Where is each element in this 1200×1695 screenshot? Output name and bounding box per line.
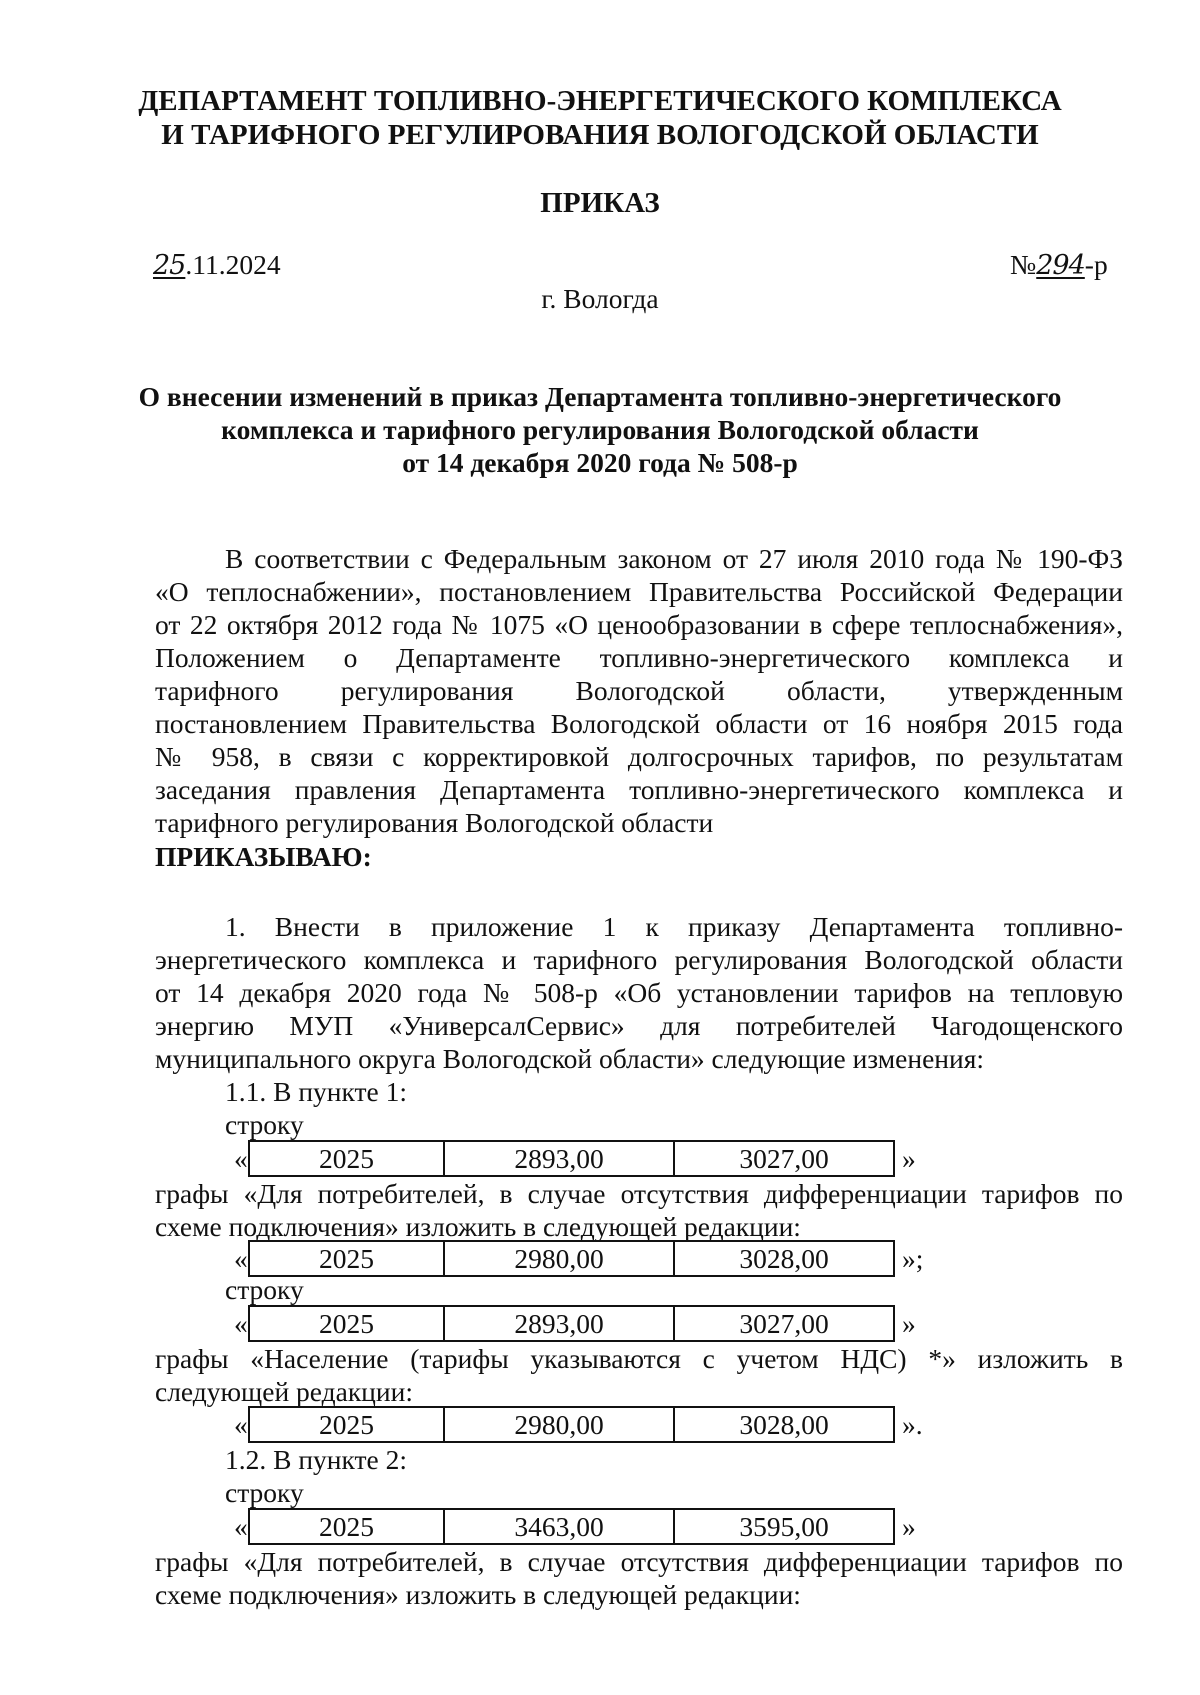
title-line1: О внесении изменений в приказ Департамента топливно-энергетического (138, 381, 1062, 412)
item1-line: от 14 декабря 2020 года № 508-р «Об установлении тарифов на тепловую (155, 977, 1123, 1008)
cell-value-2: 3027,00 (739, 1143, 829, 1174)
cell-year: 2025 (250, 1307, 445, 1340)
phrase-line: следующей редакции: (155, 1376, 413, 1407)
department-name-line1: ДЕПАРТАМЕНТ ТОПЛИВНО-ЭНЕРГЕТИЧЕСКОГО КОМПЛЕКСА (138, 85, 1062, 117)
number-handwritten: 294 (1036, 250, 1085, 281)
stroku-label: строку (225, 1274, 304, 1305)
phrase-line: схеме подключения» изложить в следующей редакции: (155, 1211, 801, 1242)
quote-close: » (902, 1511, 916, 1542)
preamble (155, 542, 1123, 839)
phrase-line: графы «Для потребителей, в случае отсутствия дифференциации тарифов по (155, 1546, 1123, 1577)
cell-year: 2025 (250, 1242, 445, 1275)
preamble-line: от 22 октября 2012 года № 1075 «О ценообразовании в сфере теплоснабжения», (155, 609, 1123, 640)
cell-year: 2025 (250, 1510, 445, 1543)
phrase-line: схеме подключения» изложить в следующей редакции: (155, 1579, 801, 1610)
phrase-a-2 (155, 1545, 1123, 1611)
quote-close: » (902, 1308, 916, 1339)
cell-value-2: 3028,00 (739, 1409, 829, 1440)
phrase-line: графы «Для потребителей, в случае отсутствия дифференциации тарифов по (155, 1178, 1123, 1209)
preamble-line: тарифного регулирования Вологодской области (155, 807, 714, 838)
preamble-line: заседания правления Департамента топливно-энергетического комплекса и (155, 774, 1123, 805)
order-word: ПРИКАЗЫВАЮ: (155, 841, 372, 872)
row-cells (248, 1305, 895, 1342)
row-cells (248, 1140, 895, 1177)
item1-line: энергетического комплекса и тарифного регулирования Вологодской области (155, 944, 1123, 975)
document-date (153, 248, 281, 282)
item1-line: 1. Внести в приложение 1 к приказу Департамента топливно- (225, 911, 1123, 942)
cell-value-2: 3027,00 (739, 1308, 829, 1339)
title-line2: комплекса и тарифного регулирования Вологодской области (221, 414, 979, 445)
preamble-line: № 958, в связи с корректировкой долгосрочных тарифов, по результатам (155, 741, 1123, 772)
cell-value-1: 2980,00 (445, 1242, 675, 1275)
subitem-1-1: 1.1. В пункте 1: (225, 1076, 408, 1107)
stroku-label: строку (225, 1477, 304, 1508)
phrase-line: графы «Население (тарифы указываются с учетом НДС) *» изложить в (155, 1343, 1123, 1374)
item1-line: муниципального округа Вологодской области» следующие изменения: (155, 1043, 985, 1074)
cell-year: 2025 (250, 1142, 445, 1175)
row-cells (248, 1406, 895, 1443)
row-cells (248, 1508, 895, 1545)
quote-close: » (902, 1143, 916, 1174)
quote-open: « (234, 1511, 248, 1542)
cell-year: 2025 (250, 1408, 445, 1441)
document-number (1010, 248, 1108, 282)
phrase-b (155, 1342, 1123, 1408)
preamble-line: постановлением Правительства Вологодской области от 16 ноября 2015 года (155, 708, 1123, 739)
quote-close-period: ». (902, 1409, 923, 1440)
document-type: ПРИКАЗ (540, 187, 660, 219)
cell-value-2: 3595,00 (739, 1511, 829, 1542)
cell-value-1: 3463,00 (445, 1510, 675, 1543)
cell-value-1: 2893,00 (445, 1142, 675, 1175)
subitem-1-2: 1.2. В пункте 2: (225, 1444, 408, 1475)
number-suffix: -р (1084, 249, 1108, 280)
quote-close-semicolon: »; (902, 1243, 924, 1274)
date-rest: .11.2024 (185, 249, 281, 280)
date-day-handwritten: 25 (153, 250, 186, 281)
phrase-a-1 (155, 1177, 1123, 1243)
number-prefix: № (1010, 249, 1037, 280)
city: г. Вологда (541, 283, 659, 314)
department-name-line2: И ТАРИФНОГО РЕГУЛИРОВАНИЯ ВОЛОГОДСКОЙ ОБЛАСТИ (161, 119, 1039, 151)
stroku-label: строку (225, 1109, 304, 1140)
preamble-line: Положением о Департаменте топливно-энергетического комплекса и (155, 642, 1123, 673)
quote-open: « (234, 1243, 248, 1274)
preamble-line: «О теплоснабжении», постановлением Правительства Российской Федерации (155, 576, 1123, 607)
item1-line: энергию МУП «УниверсалСервис» для потребителей Чагодощенского (155, 1010, 1123, 1041)
quote-open: « (234, 1308, 248, 1339)
preamble-line: В соответствии с Федеральным законом от 27 июля 2010 года № 190-ФЗ (225, 543, 1123, 574)
item-1 (155, 910, 1123, 1075)
cell-value-1: 2893,00 (445, 1307, 675, 1340)
title-line3: от 14 декабря 2020 года № 508-р (402, 447, 798, 478)
preamble-line: тарифного регулирования Вологодской области, утвержденным (155, 675, 1123, 706)
quote-open: « (234, 1409, 248, 1440)
cell-value-2: 3028,00 (739, 1243, 829, 1274)
cell-value-1: 2980,00 (445, 1408, 675, 1441)
quote-open: « (234, 1143, 248, 1174)
row-cells (248, 1240, 895, 1277)
